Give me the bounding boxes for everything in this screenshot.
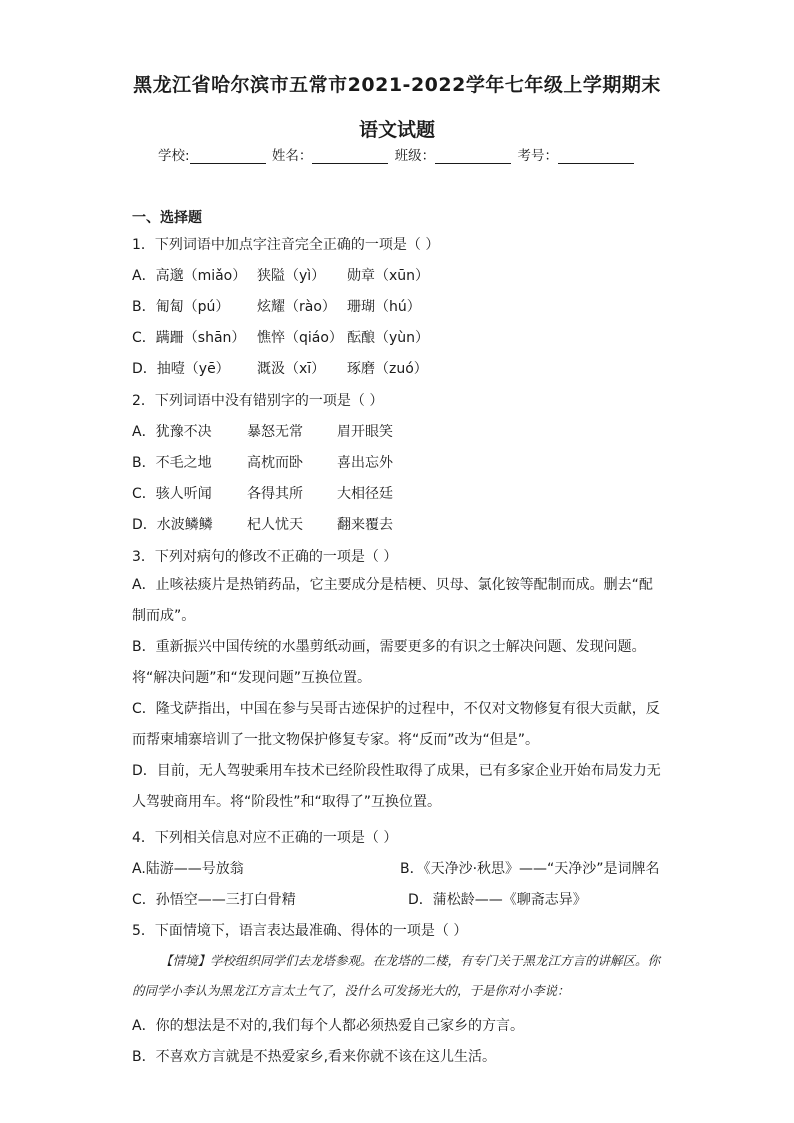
q2-option-a [132,421,393,441]
q4-option-a: A.陆游——号放翁 [132,861,244,877]
q2-a-word1: A．犹豫不决 [132,424,212,440]
q2-d-word2: 杞人忧天 [247,517,303,533]
school-blank[interactable] [190,149,266,164]
section-heading: 一、选择题 [132,210,202,226]
q2-c-word3: 大相径廷 [337,486,393,502]
q2-c-word2: 各得其所 [247,486,303,502]
q3-stem: 3．下列对病句的修改不正确的一项是（ ） [132,549,398,565]
q1-c-word2: 憔悴（qiáo） [257,330,343,346]
q4-stem: 4．下列相关信息对应不正确的一项是（ ） [132,830,398,846]
q1-option-c [132,327,429,347]
q1-b-word2: 炫耀（rào） [257,299,336,315]
class-label: 班级： [394,148,436,164]
q1-c-word3: 酝酿（yùn） [347,330,430,346]
q2-b-word3: 喜出忘外 [337,455,393,471]
q4-option-d: D．蒲松龄——《聊斋志异》 [408,892,587,908]
q1-d-word1: D．抽噎（yē） [132,361,230,377]
q1-b-word3: 珊瑚（hú） [347,299,421,315]
q2-option-d [132,514,393,534]
q1-d-word2: 溉汲（xī） [257,361,326,377]
q3-option-c: C．隆戈萨指出，中国在参与吴哥古迹保护的过程中，不仅对文物修复有很大贡献，反而帮柬埔寨培训了一批文物保护修复专家。将“反而”改为“但是”。 [132,701,660,748]
q3-option-b: B．重新振兴中国传统的水墨剪纸动画，需要更多的有识之士解决问题、发现问题。将“解决问题”和“发现问题”互换位置。 [132,639,646,686]
q5-scenario: 【情境】学校组织同学们去龙塔参观。在龙塔的二楼，有专门关于黑龙江方言的讲解区。你的同学小李认为黑龙江方言太土气了，没什么可发扬光大的，于是你对小李说： [132,953,661,998]
q1-d-word3: 琢磨（zuó） [347,361,428,377]
q1-a-word3: 勋章（xūn） [347,268,430,284]
q2-b-word1: B．不毛之地 [132,455,212,471]
class-blank[interactable] [435,149,511,164]
number-blank[interactable] [558,149,634,164]
q1-stem: 1．下列词语中加点字注音完全正确的一项是（ ） [132,237,440,253]
q5-stem: 5．下面情境下，语言表达最准确、得体的一项是（ ） [132,923,468,939]
q2-option-c [132,483,393,503]
name-blank[interactable] [312,149,388,164]
q1-option-d [132,358,428,378]
exam-title-line1: 黑龙江省哈尔滨市五常市2021-2022学年七年级上学期期末 [133,74,661,96]
q2-c-word1: C．骇人听闻 [132,486,212,502]
q2-option-b [132,452,393,472]
school-label: 学校: [158,148,190,164]
q1-c-word1: C．蹒跚（shān） [132,330,246,346]
q3-option-d: D．目前，无人驾驶乘用车技术已经阶段性取得了成果，已有多家企业开始布局发力无人驾驶商用车。将“阶段性”和“取得了”互换位置。 [132,763,661,810]
q1-a-word1: A．高邈（miǎo） [132,268,247,284]
q1-option-b [132,296,421,316]
q1-option-a [132,265,429,285]
q3-option-a: A．止咳祛痰片是热销药品，它主要成分是桔梗、贝母、氯化铵等配制而成。删去“配制而成”。 [132,577,653,624]
q2-d-word1: D．水波鳞鳞 [132,517,213,533]
q2-a-word3: 眉开眼笑 [337,424,393,440]
q2-d-word3: 翻来覆去 [337,517,393,533]
q1-a-word2: 狭隘（yì） [257,268,326,284]
q5-option-a: A．你的想法是不对的,我们每个人都必须热爱自己家乡的方言。 [132,1018,525,1034]
q2-a-word2: 暴怒无常 [247,424,303,440]
number-label: 考号： [517,148,558,164]
q2-stem: 2．下列词语中没有错别字的一项是（ ） [132,393,384,409]
exam-title-line2: 语文试题 [358,119,435,141]
q5-option-b: B．不喜欢方言就是不热爱家乡,看来你就不该在这儿生活。 [132,1049,497,1065]
q1-b-word1: B．匍匐（pú） [132,299,230,315]
q4-option-b: B．《天净沙·秋思》——“天净沙”是词牌名 [400,861,660,877]
student-info-row [0,144,794,164]
name-label: 姓名： [271,148,313,164]
q2-b-word2: 高枕而卧 [247,455,303,471]
q4-option-c: C．孙悟空——三打白骨精 [132,892,296,908]
